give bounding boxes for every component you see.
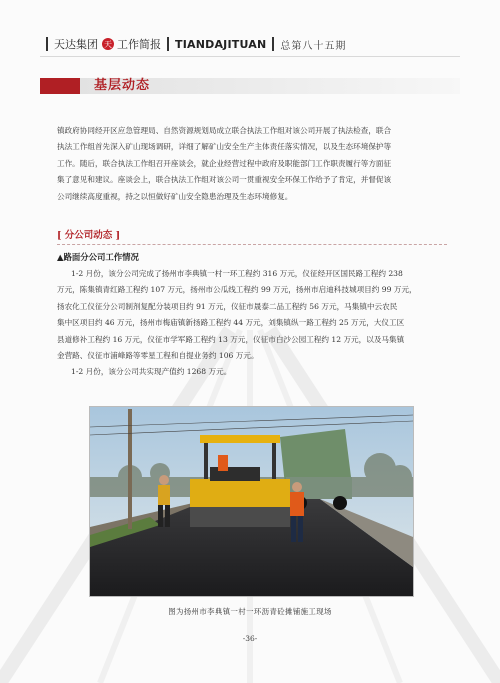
bulletin-title: 工作简报 <box>117 38 161 51</box>
photo-caption: 图为扬州市李典镇一村一环沥青砼摊铺施工现场 <box>168 607 332 616</box>
intro-paragraph <box>57 123 447 205</box>
header-bar <box>46 37 48 51</box>
paragraph-line: 1-2 月份，该分公司完成了扬州市李典镇一村一环工程约 316 万元，仪征经开区国民路工程约 238 <box>71 269 403 278</box>
company-logo-icon: 天 <box>104 39 112 49</box>
road-company-paragraph <box>57 266 447 381</box>
construction-photo <box>89 406 414 597</box>
paragraph-line: 公司继续高度重视，持之以恒做好矿山安全隐患治理及生态环境修复。 <box>57 191 293 201</box>
header-bar <box>272 37 274 51</box>
company-name: 天达集团 <box>54 38 98 51</box>
paving-scene-illustration <box>90 407 413 596</box>
paragraph-line: 金营路、仪征市浦峰路等零星工程和自提业务约 106 万元。 <box>57 351 259 361</box>
section-accent <box>40 78 80 94</box>
paragraph-line: 县道修补工程约 16 万元，仪征市学军路工程约 13 万元，仪征市白沙公园工程约 12 万元，以及马集镇 <box>57 334 405 344</box>
paragraph-line: 1-2 月份，该分公司共实现产值约 1268 万元。 <box>71 367 232 377</box>
paragraph-line: 扬农化工仪征分公司制剂复配分装项目约 91 万元，仪征市晟泰二品工程约 56 万元，马集镇中云农民 <box>57 301 398 311</box>
header-divider <box>40 56 460 57</box>
subsection-title: [ 分公司动态 ] <box>57 230 121 241</box>
paragraph-line: 万元，陈集镇青红路工程约 107 万元，扬州市公瓜线工程约 99 万元，扬州市启迪科技城项目约 99 万元， <box>57 285 417 295</box>
header-bar <box>167 37 169 51</box>
paragraph-line: 镇政府协同经开区应急管理局、自然资源规划局成立联合执法工作组对该公司开展了执法检查，联合 <box>57 126 392 135</box>
section-banner <box>40 78 460 94</box>
page-number: -36- <box>242 634 258 643</box>
section-title: 基层动态 <box>94 78 151 93</box>
paragraph-line: 集中区项目约 46 万元，扬州市梅庙镇新扬路工程约 44 万元，刘集镇纵一路工程约 25 万元，大仪工区 <box>57 318 405 328</box>
road-company-heading: ▲路面分公司工作情况 <box>57 252 139 262</box>
paragraph-line: 执法工作组首先深入矿山现场调研，详细了解矿山安全生产主体责任落实情况，以及生态环境保护等 <box>57 142 392 152</box>
paragraph-line: 工作。随后，联合执法工作组召开座谈会，就企业经营过程中政府及职能部门工作职责履行等方面征 <box>57 158 392 168</box>
subsection-divider <box>57 244 447 245</box>
page-header <box>40 36 346 52</box>
issue-number: 总第八十五期 <box>280 40 347 52</box>
paragraph-line: 集了意见和建议。座谈会上，联合执法工作组对该公司一贯重视安全环保工作给予了肯定，并督促该 <box>57 175 392 185</box>
company-name-en: TIANDAJITUAN <box>175 37 267 51</box>
